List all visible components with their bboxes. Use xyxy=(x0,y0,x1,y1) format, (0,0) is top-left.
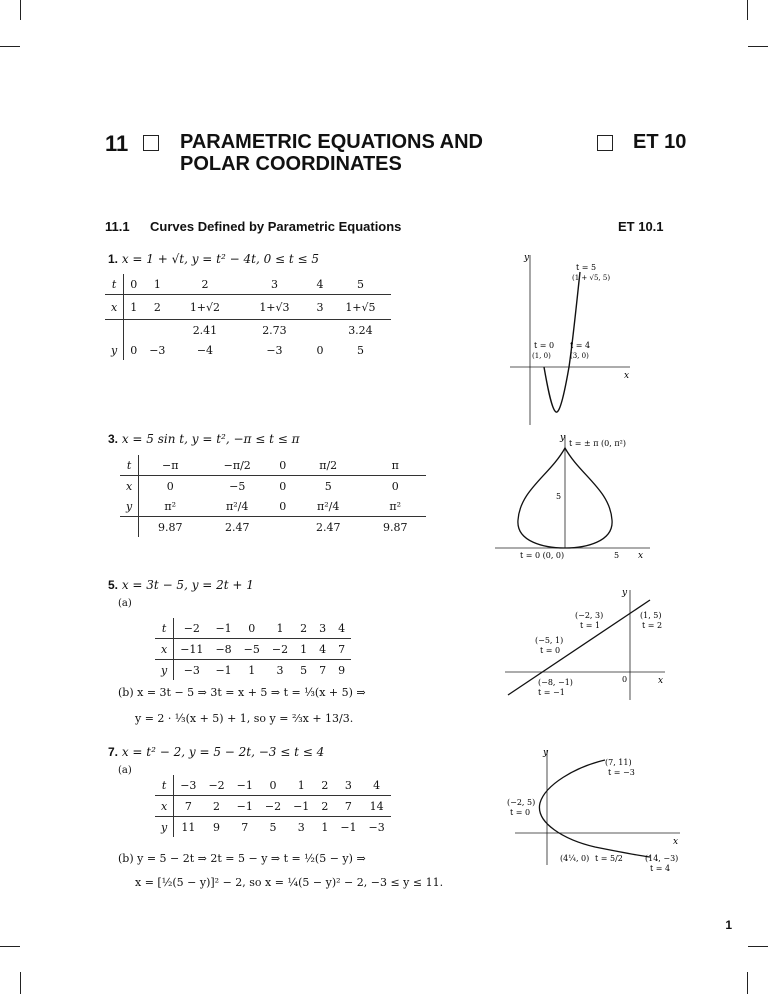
table-cell: 3 xyxy=(313,618,332,639)
x-axis-label: x xyxy=(638,551,644,560)
equation-text: x = 5 sin t, y = t², −π ≤ t ≤ π xyxy=(121,432,300,446)
chapter-title-line2: POLAR COORDINATES xyxy=(180,153,402,175)
table-cell: y xyxy=(155,817,174,838)
point-label: (−2, 3) xyxy=(575,611,604,620)
table-cell: 14 xyxy=(363,796,391,817)
table-cell: −3 xyxy=(174,775,203,796)
point-label: t = 4 xyxy=(570,341,591,350)
table-cell: x xyxy=(105,295,124,320)
table-cell: x xyxy=(155,796,174,817)
table-cell: −2 xyxy=(266,639,294,660)
table-cell: 3 xyxy=(334,775,362,796)
point-label: t = 2 xyxy=(642,621,663,630)
table-cell: π²/4 xyxy=(226,499,249,513)
exercise-3-number: 3. xyxy=(108,432,119,446)
table-cell: 5 xyxy=(356,343,364,357)
table-cell: −3 xyxy=(368,820,385,834)
tick-label: 5 xyxy=(614,551,620,560)
point-label: t = 4 xyxy=(650,864,671,873)
table-cell: 1 xyxy=(143,274,171,295)
section-number: 11.1 xyxy=(105,219,130,234)
table-cell: 3.24 xyxy=(329,320,391,341)
table-cell xyxy=(120,517,139,538)
crop-mark xyxy=(20,0,21,20)
table-cell: t xyxy=(155,618,174,639)
table-cell: π² xyxy=(389,499,402,513)
table-cell: 1 xyxy=(287,775,315,796)
part-a-label: (a) xyxy=(118,598,132,609)
table-cell: y xyxy=(105,340,124,360)
point-label: (−8, −1) xyxy=(538,678,573,687)
table-cell: t xyxy=(120,455,139,476)
table-cell: 2 xyxy=(294,618,313,639)
crop-mark xyxy=(748,946,768,947)
table-cell xyxy=(273,517,292,538)
table-cell: 9.87 xyxy=(139,517,202,538)
point-label: t = 0 xyxy=(534,341,555,350)
point-label: t = −1 xyxy=(538,688,565,697)
exercise-1-equation xyxy=(108,252,319,266)
table-cell: 2 xyxy=(171,274,238,295)
table-cell: 0 xyxy=(316,343,324,357)
exercise-7-table xyxy=(155,775,391,837)
table-cell: 7 xyxy=(174,796,203,817)
equation-text: x = 3t − 5, y = 2t + 1 xyxy=(121,578,254,592)
chapter-title-line1: PARAMETRIC EQUATIONS AND xyxy=(180,131,483,153)
table-cell: π xyxy=(364,455,426,476)
exercise-1-table xyxy=(105,274,391,360)
table-cell: 9 xyxy=(213,820,221,834)
point-label: (−5, 1) xyxy=(535,636,564,645)
table-cell: 2 xyxy=(315,775,334,796)
y-axis-label: y xyxy=(524,253,530,263)
table-cell: 2 xyxy=(202,796,230,817)
table-cell: −2 xyxy=(202,775,230,796)
table-cell xyxy=(105,320,124,341)
exercise-5-table xyxy=(155,618,351,680)
table-cell: −1 xyxy=(231,796,259,817)
equation-text: x = t² − 2, y = 5 − 2t, −3 ≤ t ≤ 4 xyxy=(121,745,325,759)
table-cell: 7 xyxy=(334,796,362,817)
table-cell: 7 xyxy=(319,663,327,677)
table-cell: 1 xyxy=(130,300,138,314)
point-label: (7, 11) xyxy=(605,758,632,767)
exercise-5-equation xyxy=(108,578,254,592)
x-axis-label: x xyxy=(673,837,679,847)
table-cell: 2.47 xyxy=(201,517,273,538)
table-cell: 0 xyxy=(279,479,287,493)
y-axis-label: y xyxy=(622,588,628,598)
crop-mark xyxy=(0,946,20,947)
table-cell: 11 xyxy=(181,820,196,834)
origin-label: 0 xyxy=(622,675,628,684)
point-label: t = −3 xyxy=(608,768,635,777)
exercise-3-equation xyxy=(108,432,299,446)
exercise-3-graph xyxy=(490,430,660,560)
y-axis-label: y xyxy=(543,748,549,758)
exercise-1-graph xyxy=(500,250,640,430)
point-label: (−2, 5) xyxy=(507,798,536,807)
table-cell: 5 xyxy=(324,479,332,493)
chapter-ref: ET 10 xyxy=(633,131,687,153)
table-cell: 1+√2 xyxy=(189,300,221,314)
table-cell: 1+√3 xyxy=(259,300,290,314)
table-cell: −5 xyxy=(238,639,266,660)
exercise-5-graph xyxy=(500,585,670,705)
crop-mark xyxy=(747,0,748,20)
crop-mark xyxy=(748,46,768,47)
chapter-box-icon xyxy=(143,135,159,151)
table-cell: 1 xyxy=(266,618,294,639)
table-cell: 0 xyxy=(124,274,144,295)
table-cell: 3 xyxy=(276,663,284,677)
part-b-text: (b) x = 3t − 5 ⇒ 3t = x + 5 ⇒ t = ⅓(x + 5) ⇒ xyxy=(118,686,366,699)
table-cell: 4 xyxy=(313,639,332,660)
table-cell: 9.87 xyxy=(364,517,426,538)
x-axis-label: x xyxy=(658,676,664,686)
table-cell: 2.73 xyxy=(238,320,310,341)
table-cell: 3 xyxy=(297,820,305,834)
y-axis-label: y xyxy=(560,433,566,443)
point-label: t = 5 xyxy=(576,263,597,272)
table-cell: 0 xyxy=(166,479,174,493)
table-cell: −1 xyxy=(215,663,232,677)
table-cell: −4 xyxy=(196,343,214,357)
exercise-7-number: 7. xyxy=(108,745,119,759)
table-cell: 0 xyxy=(391,479,399,493)
table-cell: −1 xyxy=(209,618,237,639)
table-cell: 5 xyxy=(300,663,308,677)
table-cell: t xyxy=(105,274,124,295)
table-cell: 1+√5 xyxy=(345,300,376,314)
table-cell: 0 xyxy=(259,775,287,796)
table-cell: π/2 xyxy=(292,455,364,476)
table-cell: 1 xyxy=(321,820,329,834)
point-label: (4¼, 0) xyxy=(560,854,590,863)
table-cell: 7 xyxy=(332,639,351,660)
part-b-text-line2: y = 2 · ⅓(x + 5) + 1, so y = ⅔x + 13/3. xyxy=(135,712,354,725)
table-cell: 2 xyxy=(315,796,334,817)
part-b-text: (b) y = 5 − 2t ⇒ 2t = 5 − y ⇒ t = ½(5 − y) ⇒ xyxy=(118,852,366,865)
point-label: t = 5/2 xyxy=(595,854,623,863)
table-cell: −3 xyxy=(266,343,283,357)
table-cell: 3 xyxy=(238,274,310,295)
exercise-7-equation xyxy=(108,745,324,759)
table-cell: 3 xyxy=(316,300,324,314)
point-label: (1, 0) xyxy=(532,352,551,360)
table-cell: −8 xyxy=(209,639,237,660)
point-label: (1, 5) xyxy=(640,611,662,620)
table-cell: 0 xyxy=(279,499,287,513)
point-label: (3, 0) xyxy=(570,352,589,360)
table-cell: t xyxy=(155,775,174,796)
table-cell: 4 xyxy=(363,775,391,796)
crop-mark xyxy=(0,46,20,47)
table-cell: −1 xyxy=(287,796,315,817)
section-ref: ET 10.1 xyxy=(618,219,664,234)
exercise-3-table xyxy=(120,455,426,537)
table-cell: −π/2 xyxy=(201,455,273,476)
table-cell: x xyxy=(120,476,139,497)
table-cell: −2 xyxy=(259,796,287,817)
table-cell: −3 xyxy=(183,663,200,677)
x-axis-label: x xyxy=(624,371,630,381)
part-a-label: (a) xyxy=(118,765,132,776)
table-cell: −3 xyxy=(149,343,166,357)
point-label: t = 0 xyxy=(510,808,531,817)
table-cell xyxy=(124,320,144,341)
chapter-title xyxy=(180,131,483,175)
table-cell: −1 xyxy=(231,775,259,796)
tick-label: 5 xyxy=(556,492,562,501)
exercise-7-graph xyxy=(505,745,685,875)
crop-mark xyxy=(747,972,748,994)
equation-text: x = 1 + √t, y = t² − 4t, 0 ≤ t ≤ 5 xyxy=(121,252,320,266)
exercise-5-number: 5. xyxy=(108,578,119,592)
table-cell: 1 xyxy=(294,639,313,660)
table-cell: −11 xyxy=(174,639,210,660)
point-label: t = ± π (0, π²) xyxy=(569,439,626,448)
point-label: t = 0 xyxy=(540,646,561,655)
table-cell: −π xyxy=(139,455,202,476)
chapter-ref-box-icon xyxy=(597,135,613,151)
table-cell: π²/4 xyxy=(317,499,340,513)
table-cell: 5 xyxy=(329,274,391,295)
point-label: (1 + √5, 5) xyxy=(572,274,611,282)
table-cell: 4 xyxy=(332,618,351,639)
table-cell: 0 xyxy=(130,343,138,357)
table-cell: 2 xyxy=(153,300,161,314)
table-cell: y xyxy=(120,496,139,517)
table-cell: −1 xyxy=(340,820,357,834)
point-label: t = 0 (0, 0) xyxy=(520,551,565,560)
table-cell xyxy=(310,320,329,341)
table-cell: 7 xyxy=(241,820,249,834)
table-cell: x xyxy=(155,639,174,660)
page-number: 1 xyxy=(725,918,732,932)
point-label: t = 1 xyxy=(580,621,601,630)
table-cell: −2 xyxy=(174,618,210,639)
table-cell: 2.47 xyxy=(292,517,364,538)
table-cell xyxy=(143,320,171,341)
point-label: (14, −3) xyxy=(645,854,679,863)
table-cell: 9 xyxy=(338,663,346,677)
table-cell: 2.41 xyxy=(171,320,238,341)
exercise-1-number: 1. xyxy=(108,252,119,266)
chapter-number: 11 xyxy=(105,131,129,156)
section-title: Curves Defined by Parametric Equations xyxy=(150,219,402,234)
table-cell: 0 xyxy=(238,618,266,639)
table-cell: 1 xyxy=(248,663,256,677)
table-cell: 0 xyxy=(273,455,292,476)
table-cell: 5 xyxy=(269,820,277,834)
table-cell: −5 xyxy=(229,479,246,493)
crop-mark xyxy=(20,972,21,994)
part-b-text-line2: x = [½(5 − y)]² − 2, so x = ¼(5 − y)² − 2, −3 ≤ y ≤ 11. xyxy=(135,876,444,889)
table-cell: π² xyxy=(164,499,177,513)
table-cell: y xyxy=(155,660,174,681)
table-cell: 4 xyxy=(310,274,329,295)
